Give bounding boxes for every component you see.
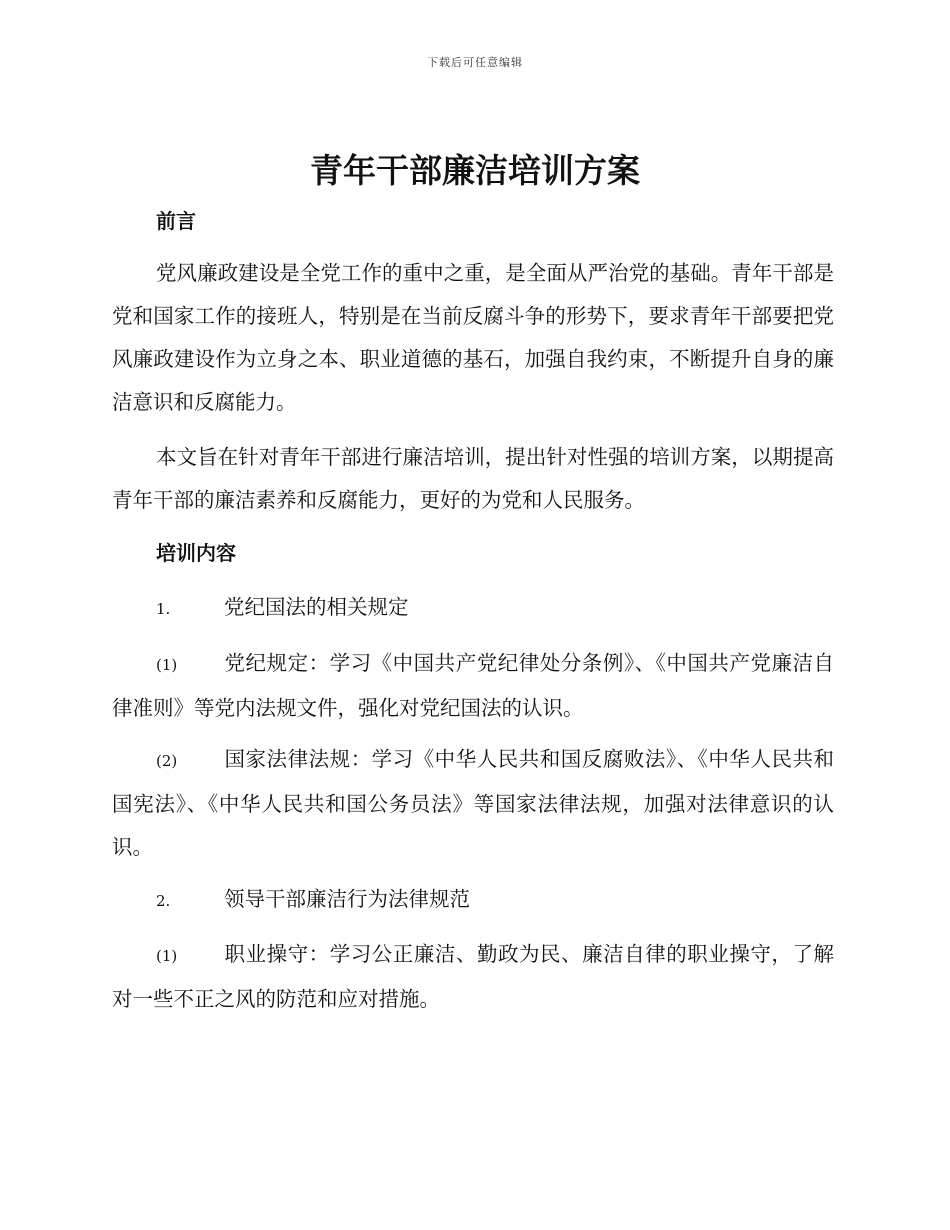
list-item-text: 党纪规定：学习《中国共产党纪律处分条例》、《中国共产党廉洁自律准则》等党内法规文件，强化对党纪国法的认识。 bbox=[112, 651, 834, 720]
section-heading-preface: 前言 bbox=[156, 209, 196, 233]
list-item-number: 1. bbox=[156, 600, 171, 618]
list-item bbox=[112, 642, 834, 730]
list-item-text: 领导干部廉洁行为法律规范 bbox=[224, 887, 470, 911]
list-item bbox=[112, 738, 834, 869]
paragraph: 党风廉政建设是全党工作的重中之重，是全面从严治党的基础。青年干部是党和国家工作的接班人，特别是在当前反腐斗争的形势下，要求青年干部要把党风廉政建设作为立身之本、职业道德的基石，加强自我约束，不断提升自身的廉洁意识和反腐能力。 bbox=[112, 261, 834, 414]
list-item-number: 2. bbox=[156, 892, 171, 910]
list-item-text: 党纪国法的相关规定 bbox=[224, 595, 409, 619]
list-item-text: 职业操守：学习公正廉洁、勤政为民、廉洁自律的职业操守，了解对一些不正之风的防范和应对措施。 bbox=[112, 942, 834, 1011]
header-note: 下载后可任意编辑 bbox=[427, 56, 523, 69]
section-heading-content: 培训内容 bbox=[156, 541, 236, 565]
list-item bbox=[112, 586, 834, 631]
list-item-text: 国家法律法规：学习《中华人民共和国反腐败法》、《中华人民共和国宪法》、《中华人民共和国公务员法》等国家法律法规，加强对法律意识的认识。 bbox=[112, 747, 834, 859]
list-item-number: (2) bbox=[156, 752, 178, 770]
list-item-number: (1) bbox=[156, 947, 178, 965]
list-item-number: (1) bbox=[156, 656, 178, 674]
list-item bbox=[112, 933, 834, 1021]
document-title: 青年干部廉洁培训方案 bbox=[310, 151, 640, 190]
list-item bbox=[112, 878, 834, 923]
paragraph: 本文旨在针对青年干部进行廉洁培训，提出针对性强的培训方案，以期提高青年干部的廉洁素养和反腐能力，更好的为党和人民服务。 bbox=[112, 445, 834, 512]
